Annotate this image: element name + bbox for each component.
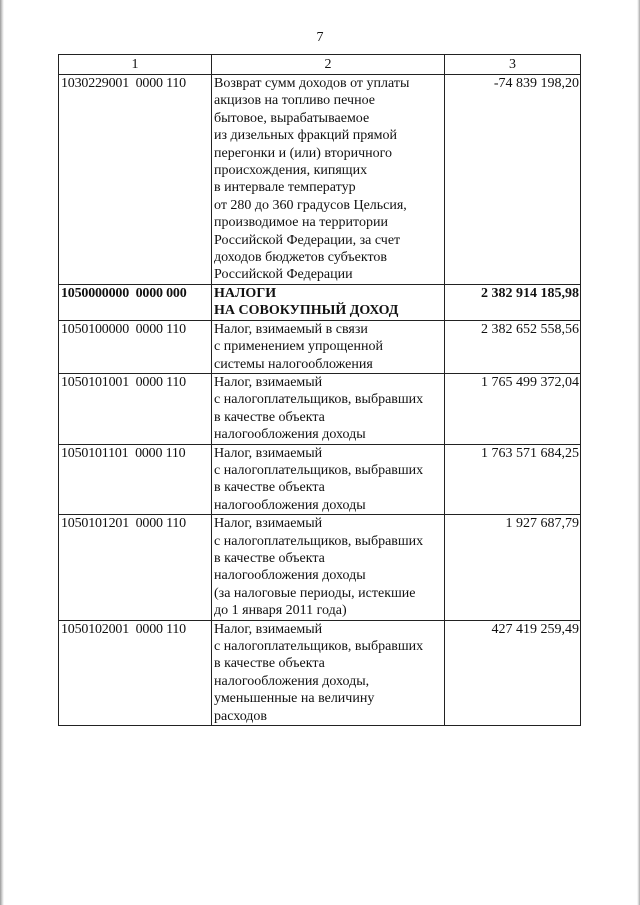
row-name-line: уменьшенные на величину bbox=[214, 691, 375, 707]
row-name-line: системы налогообложения bbox=[214, 356, 373, 372]
row-name-line: Российской Федерации, за счет bbox=[214, 232, 401, 248]
row-name bbox=[212, 444, 445, 515]
table-header-row bbox=[59, 55, 581, 75]
table-body bbox=[59, 75, 581, 726]
row-name bbox=[212, 320, 445, 373]
row-code: 1050000000 0000 000 bbox=[59, 284, 212, 320]
row-amount: 1 765 499 372,04 bbox=[445, 373, 581, 444]
column-header-code: 1 bbox=[59, 55, 212, 75]
row-name-line: налогообложения доходы bbox=[214, 427, 366, 443]
row-name-line: (за налоговые периоды, истекшие bbox=[214, 585, 416, 601]
row-name-line: акцизов на топливо печное bbox=[214, 93, 375, 109]
row-name-line: в качестве объекта bbox=[214, 480, 325, 496]
row-name bbox=[212, 75, 445, 285]
row-name-line: с налогоплательщиков, выбравших bbox=[214, 639, 424, 654]
row-name-line: с налогоплательщиков, выбравших bbox=[214, 533, 424, 549]
row-name-line: с налогоплательщиков, выбравших bbox=[214, 462, 424, 478]
row-name-line: расходов bbox=[214, 708, 268, 724]
row-name-line: в качестве объекта bbox=[214, 656, 325, 672]
row-amount: 2 382 914 185,98 bbox=[445, 284, 581, 320]
row-name-line: бытовое, вырабатываемое bbox=[214, 110, 370, 126]
column-header-amount: 3 bbox=[445, 55, 581, 75]
revenue-table bbox=[58, 54, 581, 726]
row-amount: 427 419 259,49 bbox=[445, 620, 581, 725]
row-amount: 1 927 687,79 bbox=[445, 515, 581, 620]
row-name bbox=[212, 515, 445, 620]
row-name-line: налогообложения доходы bbox=[214, 568, 366, 584]
row-name-line: в интервале температур bbox=[214, 180, 356, 196]
row-amount: 1 763 571 684,25 bbox=[445, 444, 581, 515]
row-name-line: в качестве объекта bbox=[214, 409, 325, 425]
row-name bbox=[212, 284, 445, 320]
scan-edge-left bbox=[0, 0, 4, 905]
row-code: 1050101101 0000 110 bbox=[59, 444, 212, 515]
row-name-line: Налог, взимаемый bbox=[214, 445, 323, 461]
table-row bbox=[59, 75, 581, 285]
table-row bbox=[59, 373, 581, 444]
row-name-line: с налогоплательщиков, выбравших bbox=[214, 392, 424, 408]
table-row bbox=[59, 515, 581, 620]
row-name-line: в качестве объекта bbox=[214, 550, 325, 566]
row-code: 1050100000 0000 110 bbox=[59, 320, 212, 373]
row-code: 1050102001 0000 110 bbox=[59, 620, 212, 725]
row-name-line: Налог, взимаемый bbox=[214, 374, 323, 390]
row-code: 1050101201 0000 110 bbox=[59, 515, 212, 620]
row-code: 1030229001 0000 110 bbox=[59, 75, 212, 285]
page-number: 7 bbox=[316, 30, 324, 45]
row-name-line: доходов бюджетов субъектов bbox=[214, 250, 388, 266]
row-name-line: с применением упрощенной bbox=[214, 339, 383, 355]
row-amount: 2 382 652 558,56 bbox=[445, 320, 581, 373]
row-code: 1050101001 0000 110 bbox=[59, 373, 212, 444]
row-name-line: НА СОВОКУПНЫЙ ДОХОД bbox=[214, 303, 399, 319]
row-name-line: из дизельных фракций прямой bbox=[214, 128, 397, 144]
row-name-line: от 280 до 360 градусов Цельсия, bbox=[214, 197, 407, 213]
row-name-line: налогообложения доходы bbox=[214, 497, 366, 513]
row-amount: -74 839 198,20 bbox=[445, 75, 581, 285]
row-name-line: Налог, взимаемый bbox=[214, 516, 323, 532]
row-name-line: происхождения, кипящих bbox=[214, 163, 368, 179]
column-header-name: 2 bbox=[212, 55, 445, 75]
row-name-line: Налог, взимаемый bbox=[214, 621, 323, 637]
row-name-line: производимое на территории bbox=[214, 215, 388, 231]
row-name-line: НАЛОГИ bbox=[214, 285, 277, 301]
row-name-line: перегонки и (или) вторичного bbox=[214, 145, 393, 161]
row-name-line: Налог, взимаемый в связи bbox=[214, 321, 368, 337]
row-name-line: налогообложения доходы, bbox=[214, 673, 370, 689]
row-name bbox=[212, 373, 445, 444]
row-name-line: Возврат сумм доходов от уплаты bbox=[214, 76, 410, 91]
row-name bbox=[212, 620, 445, 725]
table-row bbox=[59, 320, 581, 373]
row-name-line: до 1 января 2011 года) bbox=[214, 603, 347, 619]
table-row bbox=[59, 620, 581, 725]
table-row bbox=[59, 444, 581, 515]
row-name-line: Российской Федерации bbox=[214, 267, 353, 283]
table-row bbox=[59, 284, 581, 320]
